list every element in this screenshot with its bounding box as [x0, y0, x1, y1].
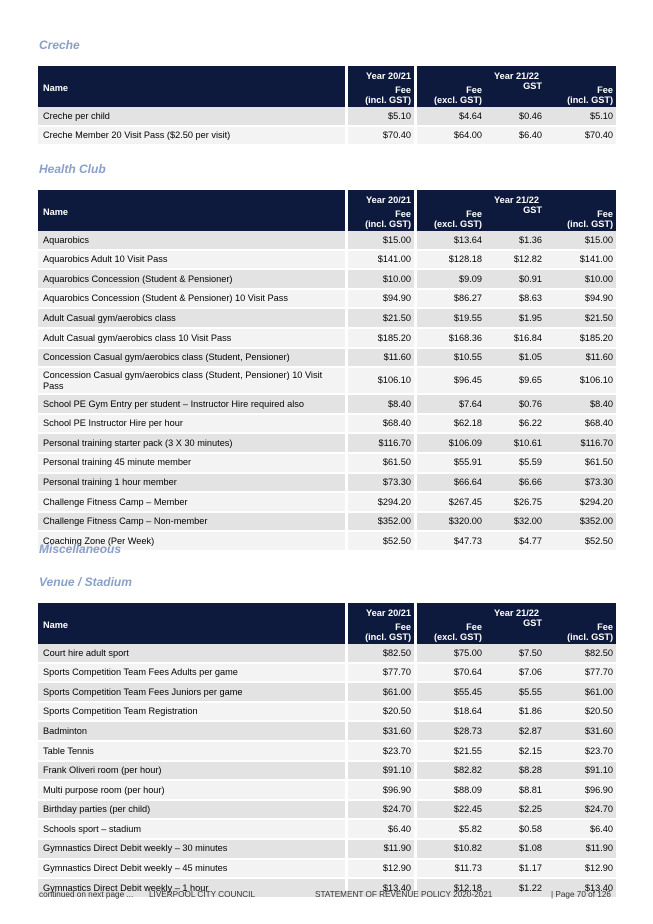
header-year-2021-22: Year 21/22	[414, 190, 616, 205]
fee-2021-22-excl-gst: $86.27	[414, 290, 485, 310]
table-row	[38, 474, 616, 494]
fee-2021-22-incl-gst: $15.00	[545, 231, 616, 251]
gst-2021-22: $0.46	[485, 107, 545, 127]
table-row	[38, 290, 616, 310]
table-row	[38, 860, 616, 880]
header-row-years	[38, 603, 616, 618]
fee-2020-21-incl-gst: $8.40	[345, 395, 414, 415]
header-fee-excl-gst	[414, 81, 485, 107]
health-club-fee-table	[38, 190, 616, 552]
fee-name: Aquarobics Concession (Student & Pensioner)	[38, 270, 345, 290]
gst-2021-22: $1.86	[485, 703, 545, 723]
fee-2021-22-excl-gst: $22.45	[414, 801, 485, 821]
fee-2021-22-excl-gst: $12.18	[414, 879, 485, 899]
footer-continued: continued on next page ...	[39, 890, 134, 899]
fee-2021-22-incl-gst: $24.70	[545, 801, 616, 821]
fee-excl-line1: Fee	[466, 209, 482, 219]
gst-2021-22: $6.66	[485, 474, 545, 494]
fee-name: Gymnastics Direct Debit weekly – 45 minutes	[38, 860, 345, 880]
fee-name: Adult Casual gym/aerobics class 10 Visit Pass	[38, 329, 345, 349]
fee-2021-22-excl-gst: $19.55	[414, 309, 485, 329]
creche-title: Creche	[39, 38, 80, 52]
header-row-years	[38, 66, 616, 81]
fee-2021-22-incl-gst: $11.60	[545, 349, 616, 369]
table-row	[38, 309, 616, 329]
table-body	[38, 644, 616, 899]
fee-2020-21-incl-gst: $70.40	[345, 127, 414, 147]
table-row	[38, 107, 616, 127]
fee-2020-21-incl-gst: $185.20	[345, 329, 414, 349]
gst-2021-22: $5.59	[485, 454, 545, 474]
fee-2020-21-incl-gst: $12.90	[345, 860, 414, 880]
fee-2021-22-excl-gst: $82.82	[414, 762, 485, 782]
health-club-title: Health Club	[39, 162, 106, 176]
fee-2021-22-excl-gst: $320.00	[414, 513, 485, 533]
fee-name: Concession Casual gym/aerobics class (Student, Pensioner)	[38, 349, 345, 369]
header-fee-excl-gst	[414, 205, 485, 231]
fee-excl-line2: (excl. GST)	[434, 632, 482, 642]
fee-name: Aquarobics Concession (Student & Pensioner) 10 Visit Pass	[38, 290, 345, 310]
table-row	[38, 742, 616, 762]
fee-name: Court hire adult sport	[38, 644, 345, 664]
table-body	[38, 107, 616, 146]
fee-2021-22-incl-gst: $5.10	[545, 107, 616, 127]
fee-name: School PE Instructor Hire per hour	[38, 415, 345, 435]
gst-2021-22: $1.17	[485, 860, 545, 880]
fee-2021-22-excl-gst: $75.00	[414, 644, 485, 664]
fee-name: Sports Competition Team Fees Adults per game	[38, 664, 345, 684]
fee-2020-21-incl-gst: $68.40	[345, 415, 414, 435]
table-row	[38, 329, 616, 349]
fee-2021-22-incl-gst: $73.30	[545, 474, 616, 494]
fee-2020-21-incl-gst: $77.70	[345, 664, 414, 684]
fee-excl-line1: Fee	[466, 622, 482, 632]
table-body	[38, 231, 616, 552]
fee-2021-22-incl-gst: $8.40	[545, 395, 616, 415]
fee-2020-21-incl-gst: $91.10	[345, 762, 414, 782]
gst-2021-22: $8.28	[485, 762, 545, 782]
header-fee-incl-gst-2021-22	[545, 618, 616, 644]
fee-2020-21-incl-gst: $15.00	[345, 231, 414, 251]
table-row	[38, 532, 616, 552]
creche-fee-table	[38, 66, 616, 146]
fee-name: Concession Casual gym/aerobics class (Student, Pensioner) 10 Visit Pass	[38, 368, 345, 395]
table-row	[38, 644, 616, 664]
fee-2021-22-excl-gst: $62.18	[414, 415, 485, 435]
fee-2021-22-incl-gst: $94.90	[545, 290, 616, 310]
header-name: Name	[38, 603, 345, 644]
fee-2021-22-excl-gst: $70.64	[414, 664, 485, 684]
gst-2021-22: $2.15	[485, 742, 545, 762]
gst-2021-22: $0.76	[485, 395, 545, 415]
fee-2021-22-incl-gst: $77.70	[545, 664, 616, 684]
fee-name: Challenge Fitness Camp – Member	[38, 493, 345, 513]
footer-page-number: | Page 70 of 126	[551, 890, 611, 899]
fee-2021-22-excl-gst: $11.73	[414, 860, 485, 880]
fee-2020-21-incl-gst: $20.50	[345, 703, 414, 723]
venue-stadium-title: Venue / Stadium	[39, 575, 132, 589]
fee-incl-line1: Fee	[597, 622, 614, 632]
fee-2021-22-incl-gst: $23.70	[545, 742, 616, 762]
gst-2021-22: $2.87	[485, 722, 545, 742]
fee-2020-21-incl-gst: $61.50	[345, 454, 414, 474]
fee-name: Personal training 45 minute member	[38, 454, 345, 474]
gst-2021-22: $1.22	[485, 879, 545, 899]
fee-2021-22-incl-gst: $106.10	[545, 368, 616, 395]
fee-2020-21-incl-gst: $13.40	[345, 879, 414, 899]
fee-2021-22-incl-gst: $6.40	[545, 820, 616, 840]
gst-2021-22: $4.77	[485, 532, 545, 552]
fee-name: Birthday parties (per child)	[38, 801, 345, 821]
venue-fee-table	[38, 603, 616, 899]
table-row	[38, 395, 616, 415]
fee-name: Aquarobics Adult 10 Visit Pass	[38, 251, 345, 271]
fee-name: Multi purpose room (per hour)	[38, 781, 345, 801]
fee-2021-22-excl-gst: $267.45	[414, 493, 485, 513]
footer-statement: STATEMENT OF REVENUE POLICY 2020-2021	[315, 890, 493, 899]
table-row	[38, 415, 616, 435]
table-row	[38, 722, 616, 742]
header-fee-incl-gst-2020-21	[345, 205, 414, 231]
fee-2021-22-incl-gst: $61.50	[545, 454, 616, 474]
gst-2021-22: $2.25	[485, 801, 545, 821]
gst-2021-22: $32.00	[485, 513, 545, 533]
header-name: Name	[38, 190, 345, 231]
fee-name: Creche Member 20 Visit Pass ($2.50 per visit)	[38, 127, 345, 147]
table-row	[38, 454, 616, 474]
fee-2021-22-incl-gst: $116.70	[545, 434, 616, 454]
fee-2021-22-excl-gst: $28.73	[414, 722, 485, 742]
fee-incl-line1: Fee	[597, 85, 614, 95]
fee-2021-22-excl-gst: $88.09	[414, 781, 485, 801]
fee-name: Table Tennis	[38, 742, 345, 762]
miscellaneous-title: Miscellaneous	[39, 542, 122, 556]
fee-2020-21-incl-gst: $352.00	[345, 513, 414, 533]
fee-2020-21-incl-gst: $5.10	[345, 107, 414, 127]
fee-name: Challenge Fitness Camp – Non-member	[38, 513, 345, 533]
fee-2021-22-excl-gst: $96.45	[414, 368, 485, 395]
fee-2021-22-excl-gst: $66.64	[414, 474, 485, 494]
table-row	[38, 493, 616, 513]
fee-2021-22-incl-gst: $21.50	[545, 309, 616, 329]
fee-2021-22-excl-gst: $21.55	[414, 742, 485, 762]
header-row-years	[38, 190, 616, 205]
fee-2021-22-excl-gst: $128.18	[414, 251, 485, 271]
header-year-2020-21: Year 20/21	[345, 190, 414, 205]
fee-2021-22-excl-gst: $55.91	[414, 454, 485, 474]
gst-2021-22: $1.95	[485, 309, 545, 329]
fee-2020-21-incl-gst: $23.70	[345, 742, 414, 762]
gst-2021-22: $26.75	[485, 493, 545, 513]
gst-2021-22: $9.65	[485, 368, 545, 395]
fee-2021-22-incl-gst: $13.40	[545, 879, 616, 899]
fee-name: Creche per child	[38, 107, 345, 127]
fee-2021-22-excl-gst: $7.64	[414, 395, 485, 415]
table-row	[38, 820, 616, 840]
header-year-2021-22: Year 21/22	[414, 66, 616, 81]
table-row	[38, 664, 616, 684]
table-row	[38, 703, 616, 723]
gst-2021-22: $6.40	[485, 127, 545, 147]
fee-incl-line2: (incl. GST)	[567, 95, 614, 105]
gst-2021-22: $12.82	[485, 251, 545, 271]
fee-excl-line2: (excl. GST)	[434, 219, 482, 229]
fee-2020-21-incl-gst: $116.70	[345, 434, 414, 454]
header-gst: GST	[485, 205, 545, 231]
fee-name: Aquarobics	[38, 231, 345, 251]
table-row	[38, 434, 616, 454]
table-row	[38, 368, 616, 395]
fee-excl-line2: (excl. GST)	[434, 95, 482, 105]
fee-incl-line1: Fee	[597, 209, 614, 219]
table-header	[38, 190, 616, 231]
fee-2021-22-incl-gst: $52.50	[545, 532, 616, 552]
gst-2021-22: $5.55	[485, 683, 545, 703]
fee-incl-line1: Fee	[395, 85, 411, 95]
header-name: Name	[38, 66, 345, 107]
header-fee-excl-gst	[414, 618, 485, 644]
fee-2020-21-incl-gst: $141.00	[345, 251, 414, 271]
fee-name: Gymnastics Direct Debit weekly – 30 minutes	[38, 840, 345, 860]
fee-excl-line1: Fee	[466, 85, 482, 95]
header-gst: GST	[485, 81, 545, 107]
fee-2021-22-excl-gst: $10.82	[414, 840, 485, 860]
fee-name: Gymnastics Direct Debit weekly – 1 hour	[38, 879, 345, 899]
fee-2021-22-excl-gst: $18.64	[414, 703, 485, 723]
fee-incl-line2: (incl. GST)	[365, 219, 411, 229]
table-header	[38, 603, 616, 644]
header-fee-incl-gst-2020-21	[345, 81, 414, 107]
table-row	[38, 127, 616, 147]
gst-2021-22: $0.91	[485, 270, 545, 290]
fee-2020-21-incl-gst: $11.60	[345, 349, 414, 369]
fee-2020-21-incl-gst: $106.10	[345, 368, 414, 395]
fee-2020-21-incl-gst: $96.90	[345, 781, 414, 801]
fee-2020-21-incl-gst: $21.50	[345, 309, 414, 329]
header-fee-incl-gst-2021-22	[545, 205, 616, 231]
fee-name: Sports Competition Team Fees Juniors per game	[38, 683, 345, 703]
fee-incl-line2: (incl. GST)	[567, 632, 614, 642]
header-year-2020-21: Year 20/21	[345, 66, 414, 81]
table-row	[38, 349, 616, 369]
fee-2021-22-excl-gst: $9.09	[414, 270, 485, 290]
fee-2021-22-incl-gst: $96.90	[545, 781, 616, 801]
fee-2021-22-excl-gst: $4.64	[414, 107, 485, 127]
fee-2020-21-incl-gst: $82.50	[345, 644, 414, 664]
fee-2020-21-incl-gst: $61.00	[345, 683, 414, 703]
fee-2021-22-incl-gst: $12.90	[545, 860, 616, 880]
table-row	[38, 270, 616, 290]
fee-name: School PE Gym Entry per student – Instructor Hire required also	[38, 395, 345, 415]
fee-2021-22-incl-gst: $91.10	[545, 762, 616, 782]
table-row	[38, 762, 616, 782]
fee-2021-22-incl-gst: $141.00	[545, 251, 616, 271]
fee-2020-21-incl-gst: $24.70	[345, 801, 414, 821]
fee-incl-line2: (incl. GST)	[365, 95, 411, 105]
table-header	[38, 66, 616, 107]
fee-incl-line2: (incl. GST)	[365, 632, 411, 642]
table-row	[38, 231, 616, 251]
fee-name: Badminton	[38, 722, 345, 742]
gst-2021-22: $8.81	[485, 781, 545, 801]
gst-2021-22: $1.08	[485, 840, 545, 860]
fee-name: Personal training starter pack (3 X 30 minutes)	[38, 434, 345, 454]
fee-name: Personal training 1 hour member	[38, 474, 345, 494]
fee-2021-22-excl-gst: $5.82	[414, 820, 485, 840]
header-fee-incl-gst-2020-21	[345, 618, 414, 644]
fee-2020-21-incl-gst: $52.50	[345, 532, 414, 552]
fee-2021-22-incl-gst: $31.60	[545, 722, 616, 742]
fee-2020-21-incl-gst: $94.90	[345, 290, 414, 310]
fee-2021-22-excl-gst: $64.00	[414, 127, 485, 147]
gst-2021-22: $0.58	[485, 820, 545, 840]
fee-name: Sports Competition Team Registration	[38, 703, 345, 723]
fee-2021-22-excl-gst: $47.73	[414, 532, 485, 552]
table-row	[38, 683, 616, 703]
gst-2021-22: $7.06	[485, 664, 545, 684]
gst-2021-22: $1.36	[485, 231, 545, 251]
gst-2021-22: $7.50	[485, 644, 545, 664]
header-fee-incl-gst-2021-22	[545, 81, 616, 107]
fee-2021-22-incl-gst: $185.20	[545, 329, 616, 349]
header-year-2020-21: Year 20/21	[345, 603, 414, 618]
fee-2020-21-incl-gst: $10.00	[345, 270, 414, 290]
fee-name: Schools sport – stadium	[38, 820, 345, 840]
header-year-2021-22: Year 21/22	[414, 603, 616, 618]
table-row	[38, 251, 616, 271]
fee-2021-22-incl-gst: $11.90	[545, 840, 616, 860]
fee-incl-line1: Fee	[395, 209, 411, 219]
fee-2021-22-incl-gst: $294.20	[545, 493, 616, 513]
fee-2021-22-excl-gst: $55.45	[414, 683, 485, 703]
fee-2021-22-incl-gst: $10.00	[545, 270, 616, 290]
fee-2020-21-incl-gst: $6.40	[345, 820, 414, 840]
fee-name: Adult Casual gym/aerobics class	[38, 309, 345, 329]
table-row	[38, 513, 616, 533]
fee-name: Frank Oliveri room (per hour)	[38, 762, 345, 782]
fee-2021-22-incl-gst: $352.00	[545, 513, 616, 533]
table-row	[38, 781, 616, 801]
fee-2020-21-incl-gst: $31.60	[345, 722, 414, 742]
fee-2021-22-incl-gst: $70.40	[545, 127, 616, 147]
fee-incl-line2: (incl. GST)	[567, 219, 614, 229]
fee-2021-22-excl-gst: $168.36	[414, 329, 485, 349]
fee-name: Coaching Zone (Per Week)	[38, 532, 345, 552]
fee-2020-21-incl-gst: $73.30	[345, 474, 414, 494]
gst-2021-22: $16.84	[485, 329, 545, 349]
fee-2020-21-incl-gst: $11.90	[345, 840, 414, 860]
footer-council: LIVERPOOL CITY COUNCIL	[149, 890, 256, 899]
table-row	[38, 840, 616, 860]
fee-2021-22-excl-gst: $106.09	[414, 434, 485, 454]
table-row	[38, 801, 616, 821]
fee-2020-21-incl-gst: $294.20	[345, 493, 414, 513]
gst-2021-22: $10.61	[485, 434, 545, 454]
fee-2021-22-excl-gst: $13.64	[414, 231, 485, 251]
fee-2021-22-incl-gst: $20.50	[545, 703, 616, 723]
fee-2021-22-incl-gst: $82.50	[545, 644, 616, 664]
fee-incl-line1: Fee	[395, 622, 411, 632]
header-gst: GST	[485, 618, 545, 644]
gst-2021-22: $1.05	[485, 349, 545, 369]
gst-2021-22: $8.63	[485, 290, 545, 310]
fee-2021-22-incl-gst: $68.40	[545, 415, 616, 435]
fee-2021-22-incl-gst: $61.00	[545, 683, 616, 703]
fee-2021-22-excl-gst: $10.55	[414, 349, 485, 369]
gst-2021-22: $6.22	[485, 415, 545, 435]
